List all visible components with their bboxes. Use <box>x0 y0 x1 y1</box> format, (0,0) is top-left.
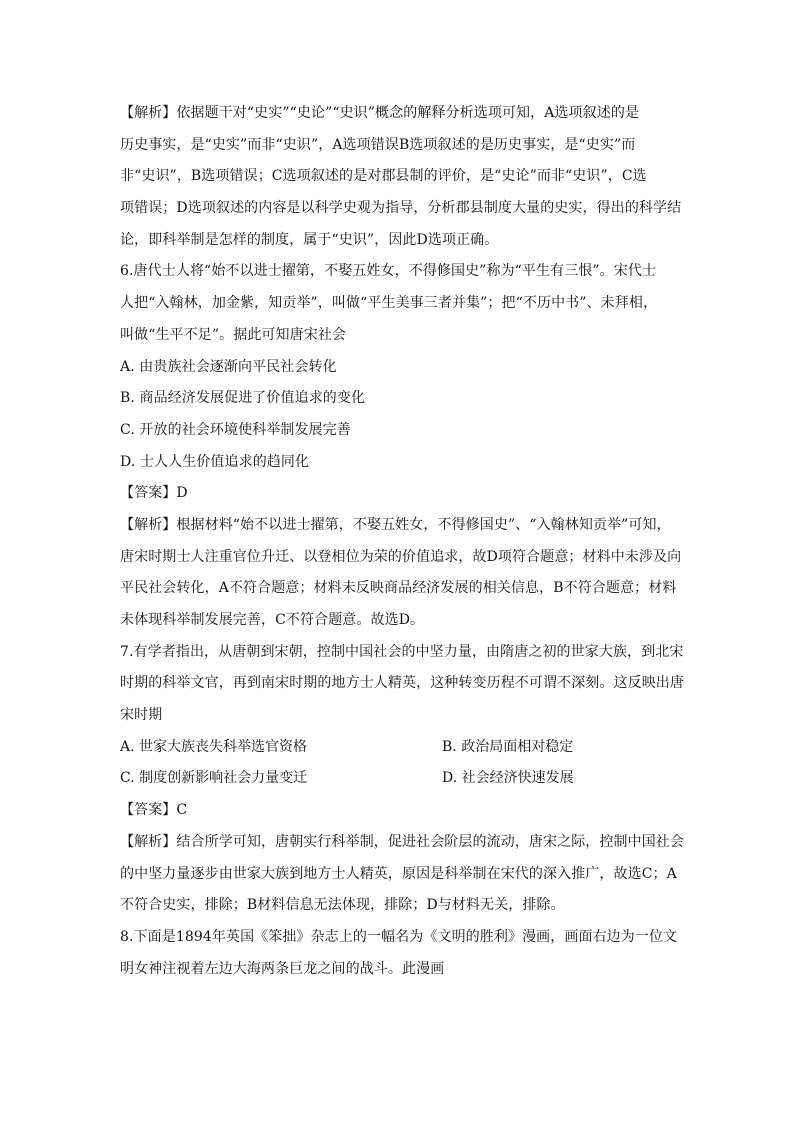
options-row <box>120 732 680 764</box>
analysis-line: 不符合史实，排除；B材料信息无法体现，排除；D与材料无关，排除。 <box>120 897 565 914</box>
question-7 <box>120 637 684 922</box>
options-row <box>120 763 680 795</box>
option-d: D. 士人人生价值追求的趋同化 <box>120 453 310 470</box>
analysis-line: 项错误；D选项叙述的内容是以科学史观为指导，分析郡县制度大量的史实，得出的科学结 <box>120 200 682 217</box>
analysis-line: 历史事实，是“史实”而非“史识”，A选项错误B选项叙述的是历史事实，是“史实”而 <box>120 136 636 153</box>
question-stem-line: 6.唐代士人将“始不以进士擢第，不娶五姓女，不得修国史”称为“平生有三恨”。宋代士 <box>120 263 657 280</box>
analysis-line: 【解析】结合所学可知，唐朝实行科举制，促进社会阶层的流动，唐宋之际，控制中国社会 <box>120 833 684 850</box>
question-stem-line: 8.下面是1894年英国《笨拙》杂志上的一幅名为《文明的胜利》漫画，画面右边为一位文 <box>120 928 678 945</box>
q5-analysis <box>120 98 680 256</box>
analysis-line: 【解析】依据题干对“史实”“史论”“史识”概念的解释分析选项可知，A选项叙述的是 <box>120 105 640 121</box>
option-a: A. 由贵族社会逐渐向平民社会转化 <box>120 358 337 375</box>
analysis-line: 平民社会转化，A不符合题意；材料未反映商品经济发展的相关信息，B不符合题意；材料 <box>120 580 677 597</box>
option-c: C. 制度创新影响社会力量变迁 <box>120 770 308 787</box>
question-stem-line: 叫做“生平不足”。据此可知唐宋社会 <box>120 326 347 343</box>
question-stem-line: 时期的科举文官，再到南宋时期的地方士人精英，这种转变历程不可谓不深刻。这反映出唐 <box>120 675 684 692</box>
analysis-line: 【解析】根据材料“始不以进士擢第，不娶五姓女，不得修国史”、“入翰林知贡举”可知， <box>120 516 671 533</box>
question-stem-line: 7.有学者指出，从唐朝到宋朝，控制中国社会的中坚力量，由隋唐之初的世家大族，到北宋 <box>120 643 684 660</box>
answer-line: 【答案】C <box>120 802 188 819</box>
analysis-line: 未体现科举制发展完善，C不符合题意。故选D。 <box>120 612 425 628</box>
analysis-line: 唐宋时期士人注重官位升迁、以登相位为荣的价值追求，故D项符合题意；材料中未涉及向 <box>120 548 682 565</box>
option-a: A. 世家大族丧失科举选官资格 <box>120 738 308 755</box>
question-stem-line: 人把“入翰林，加金紫，知贡举”，叫做“平生美事三者并集”；把“不历中书”、未拜相， <box>120 295 658 312</box>
question-stem-line: 宋时期 <box>120 707 163 724</box>
option-c: C. 开放的社会环境使科举制发展完善 <box>120 421 351 438</box>
analysis-line: 非“史识”，B选项错误；C选项叙述的是对郡县制的评价，是“史论”而非“史识”，C选 <box>120 168 647 185</box>
analysis-line: 的中坚力量逐步由世家大族到地方士人精英，原因是科举制在宋代的深入推广，故选C；A <box>120 865 677 882</box>
document-page <box>120 98 684 985</box>
answer-line: 【答案】D <box>120 485 188 502</box>
question-8 <box>120 922 680 985</box>
analysis-line: 论，即科举制是怎样的制度，属于“史识”，因此D选项正确。 <box>120 231 499 248</box>
question-6 <box>120 256 680 636</box>
option-b: B. 政治局面相对稳定 <box>442 738 574 755</box>
option-b: B. 商品经济发展促进了价值追求的变化 <box>120 390 366 407</box>
question-stem-line: 明女神注视着左边大海两条巨龙之间的战斗。此漫画 <box>120 960 445 977</box>
option-d: D. 社会经济快速发展 <box>442 770 574 787</box>
